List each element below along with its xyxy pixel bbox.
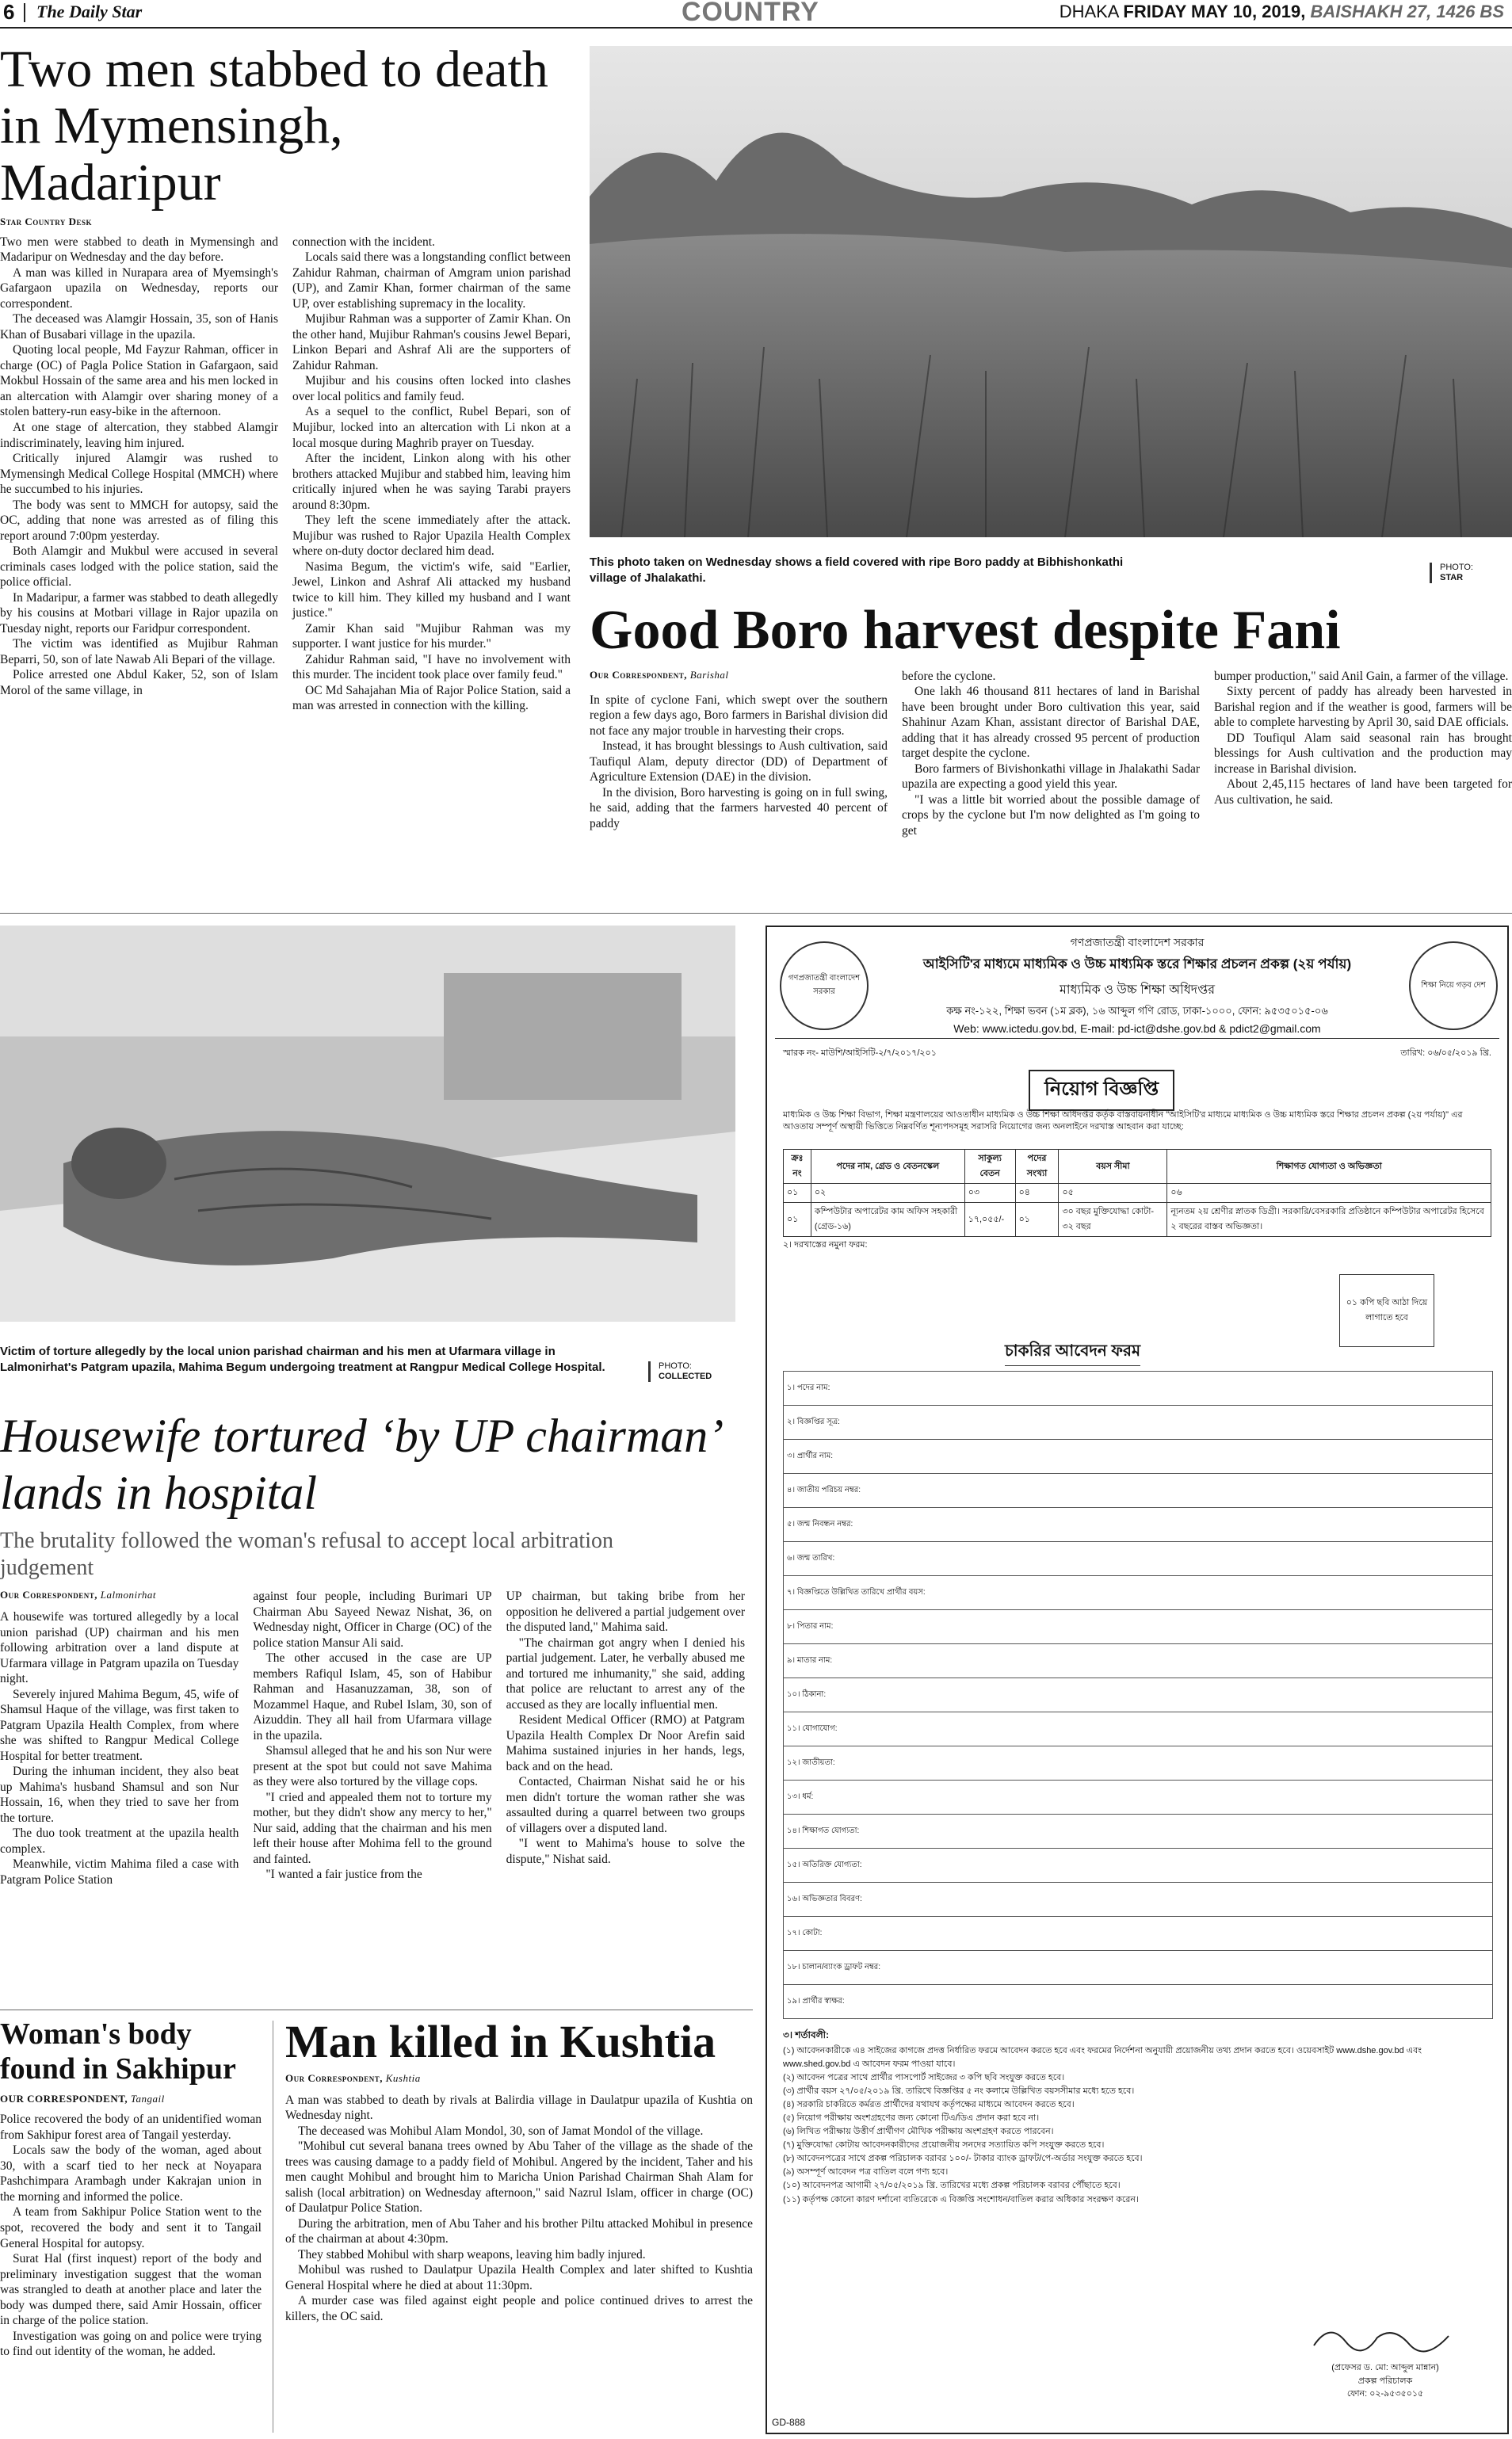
- notice-web: Web: www.ictedu.gov.bd, E-mail: pd-ict@dshe.gov.bd & pdict2@gmail.com: [953, 1022, 1321, 1035]
- story-kushtia-paragraph: The deceased was Mohibul Alam Mondol, 30, son of Jamat Mondol of the village.: [298, 2124, 704, 2138]
- photo-box: ০১ কপি ছবি আঠা দিয়ে লাগাতে হবে: [1339, 1274, 1434, 1347]
- form-row: ১০। ঠিকানা:: [784, 1678, 1492, 1712]
- story-stabbed-paragraph: At one stage of altercation, they stabbed Alamgir indiscriminately, leaving him injured.: [0, 420, 278, 450]
- signer-title: প্রকল্প পরিচালক: [1357, 2376, 1413, 2386]
- story-kushtia-paragraph: A murder case was filed against eight people and police continued drives to arrest the killers, the OC said.: [285, 2294, 753, 2323]
- application-form-title: চাকরির আবেদন ফরম: [1005, 1339, 1140, 1366]
- story-housewife-paragraph: "The chairman got angry when I denied his partial judgement. Later, he verbally abused me and tortured me inhumanity," she said, adding that police are reluctant to arrest any of the accused as they are locally influential men.: [506, 1636, 745, 1712]
- dateline-date: FRIDAY MAY 10, 2019,: [1123, 2, 1306, 21]
- section-divider-top: [0, 913, 1512, 914]
- application-form: [783, 1371, 1493, 2019]
- vacancy-table-row: [784, 1203, 1491, 1237]
- story-kushtia-paragraph: "Mohibul cut several banana trees owned by Abu Taher of the village as the shade of the trees was causing damage to a paddy field of Mohibul. Angered by the incident, Taher and his men caught Mohibul and brought him to Maricha Union Parishad Chairman Shah Alam for salish (local arbitration) on Wednesday afternoon," said Nazrul Islam, officer in charge (OC) of Daulatpur Police Station.: [285, 2139, 753, 2216]
- dateline-city: DHAKA: [1059, 2, 1119, 21]
- story-sakhipur-paragraph: Police recovered the body of an unidentified woman from Sakhipur forest area of Tangail yesterday.: [0, 2113, 262, 2142]
- paddy-photo-caption: This photo taken on Wednesday shows a field covered with ripe Boro paddy at Bibhishonkathi village of Jhalakathi.: [590, 555, 1124, 585]
- story-sakhipur-text: [0, 2112, 262, 2359]
- story-boro-paragraph: In spite of cyclone Fani, which swept over the southern region a few days ago, Boro farmers in Barishal division did not face any major trouble in harvesting their crops.: [590, 693, 888, 738]
- form-row: ১৪। শিক্ষাগত যোগ্যতা:: [784, 1815, 1492, 1849]
- story-housewife-paragraph: The duo took treatment at the upazila health complex.: [0, 1826, 239, 1856]
- story-stabbed-paragraph: Police arrested one Abdul Kaker, 52, son of Islam Morol of the same village, in: [0, 668, 278, 697]
- story-housewife-paragraph: Contacted, Chairman Nishat said he or his men didn't torture the woman rather she was assaulted during a quarrel between two groups of villagers over a disputed land.: [506, 1775, 745, 1835]
- vacancy-table-number-cell: ০৪: [1015, 1184, 1059, 1203]
- paddy-field-photo: [590, 46, 1512, 537]
- story-sakhipur-byline: [0, 2093, 262, 2105]
- masthead-rule: [0, 27, 1512, 29]
- story-housewife: [0, 1407, 745, 1887]
- story-housewife-paragraph: "I wanted a fair justice from the: [265, 1868, 422, 1882]
- condition-item: (৬) লিখিত পরীক্ষায় উত্তীর্ণ প্রার্থীগণ মৌখিক পরীক্ষায় অংশগ্রহণ করতে পারবেন।: [783, 2127, 1054, 2137]
- hospital-image: [0, 926, 735, 1322]
- vacancy-table: [783, 1149, 1491, 1237]
- vacancy-table-header-cell: সাকুল্য বেতন: [964, 1150, 1015, 1184]
- hospital-photo-caption: Victim of torture allegedly by the local union parishad chairman and his men at Ufarmara village in Lalmonirhat's Patgram upazila, Mahima Begum undergoing treatment at Rangpur Medical College Hospital.: [0, 1345, 605, 1374]
- vacancy-table-cell: ৩০ বছর মুক্তিযোদ্ধা কোটা- ৩২ বছর: [1059, 1203, 1167, 1237]
- paddy-field-image: [590, 46, 1512, 537]
- condition-item: (৩) প্রার্থীর বয়স ২৭/০৫/২০১৯ খ্রি. তারিখে বিজ্ঞপ্তির ৫ নং কলামে উল্লিখিত বয়সসীমার মধ্যে হতে হবে।: [783, 2086, 1135, 2097]
- story-kushtia-byline-text: Our Correspondent,: [285, 2071, 384, 2084]
- story-stabbed-paragraph: Both Alamgir and Mukbul were accused in several criminals cases lodged with the police station, said the police official.: [0, 544, 278, 590]
- story-housewife-column-3: [506, 1589, 745, 1887]
- condition-item: (৭) মুক্তিযোদ্ধা কোটায় আবেদনকারীদের প্রয়োজনীয় সনদের সত্যায়িত কপি সংযুক্ত করতে হবে।: [783, 2140, 1105, 2151]
- vacancy-table-cell: ০১: [1015, 1203, 1059, 1237]
- story-housewife-byline-text: Our Correspondent,: [0, 1589, 98, 1601]
- story-stabbed-paragraph: Zahidur Rahman said, "I have no involvement with this murder. The incident took place over family feud.": [292, 652, 571, 682]
- department-seal-right-text: শিক্ষা নিয়ে গড়ব দেশ: [1421, 980, 1486, 990]
- story-boro-column-1: [590, 669, 888, 839]
- story-kushtia-paragraph: A man was stabbed to death by rivals at Balirdia village in Daulatpur upazila of Kushtia on Wednesday night.: [285, 2093, 753, 2123]
- story-boro-paragraph: Sixty percent of paddy has already been harvested in Barishal region and if the weather is good, farmers will be able to complete harvesting by April 30, said DAE officials.: [1214, 685, 1512, 730]
- notice-memo-number: স্মারক নং- মাউশি/আইসিটি-২/৭/২০১৭/২০১: [783, 1048, 937, 1058]
- story-stabbed-paragraph: A man was killed in Nurapara area of Myemsingh's Gafargaon upazila on Wednesday, reports our correspondent.: [0, 265, 278, 311]
- story-boro-paragraph: "I was a little bit worried about the possible damage of crops by the cyclone but I'm now delighted as I'm going to get: [902, 792, 1200, 838]
- story-housewife-paragraph: "I cried and appealed them not to torture my mother, but they didn't show any mercy to her," Nur said, adding that the chairman and his men left their house after Mohima fell to the ground and fainted.: [253, 1790, 492, 1866]
- story-boro-column-3: [1214, 669, 1512, 839]
- story-stabbed-paragraph: OC Md Sahajahan Mia of Rajor Police Station, said a man was arrested in connection with the killing.: [292, 683, 571, 713]
- story-stabbed-paragraph: Quoting local people, Md Fayzur Rahman, officer in charge (OC) of Pagla Police Station in Gafargaon, said Mokbul Hossain of the same area and his men locked in an altercation with Alamgir over sharing money of a stolen battery-run easy-bike in the afternoon.: [0, 343, 278, 419]
- story-boro-column-2: [902, 669, 1200, 839]
- vacancy-table-column-numbers: [784, 1184, 1491, 1203]
- story-housewife-headline: Housewife tortured ‘by UP chairman’ lands in hospital: [0, 1410, 719, 1519]
- vacancy-table-header-cell: ক্রঃ নং: [784, 1150, 811, 1184]
- story-boro-headline: Good Boro harvest despite Fani: [590, 600, 1341, 661]
- story-stabbed-paragraph: Mujibur and his cousins often locked into clashes over local politics and family feud.: [292, 374, 571, 403]
- dateline: [1060, 2, 1504, 22]
- story-kushtia: [285, 2017, 753, 2324]
- notice-gov-line: গণপ্রজাতন্ত্রী বাংলাদেশ সরকার: [1070, 936, 1205, 948]
- gd-code: GD-888: [772, 2417, 806, 2428]
- story-kushtia-paragraph: They stabbed Mohibul with sharp weapons, leaving him badly injured.: [298, 2247, 646, 2262]
- story-housewife-paragraph: During the inhuman incident, they also beat up Mahima's husband Shamsul and son Nur Hossain, 16, when they tried to save her from the torture.: [0, 1765, 239, 1825]
- story-sakhipur-paragraph: Investigation was going on and police were trying to find out identity of the woman, he added.: [0, 2329, 262, 2359]
- condition-item: (১০) আবেদনপত্র আগামী ২৭/০৫/২০১৯ খ্রি. তারিখের মধ্যে প্রকল্প পরিচালক বরাবর পৌঁছাতে হবে।: [783, 2181, 1121, 2191]
- vacancy-table-header-cell: শিক্ষাগত যোগ্যতা ও অভিজ্ঞতা: [1167, 1150, 1491, 1184]
- story-sakhipur-byline-text: OUR CORRESPONDENT,: [0, 2093, 128, 2105]
- form-row: ২। বিজ্ঞপ্তির সূত্র:: [784, 1406, 1492, 1440]
- condition-item: (১১) কর্তৃপক্ষ কোনো কারণ দর্শানো ব্যতিরেকে এ বিজ্ঞপ্তি সংশোধন/বাতিল করার অধিকার সংরক্ষণ করেন।: [783, 2194, 1139, 2204]
- paddy-photo-credit: [1430, 563, 1473, 583]
- masthead-separator: [24, 3, 25, 22]
- form-row: ৬। জন্ম তারিখ:: [784, 1542, 1492, 1576]
- form-note: ২। দরখাস্তের নমুনা ফরম:: [783, 1240, 868, 1250]
- form-row: ১১। যোগাযোগ:: [784, 1712, 1492, 1746]
- notice-header-rule: [775, 1038, 1499, 1039]
- story-boro-paragraph: In the division, Boro harvesting is going on in full swing, he said, adding that the farmers harvested 40 percent of paddy: [590, 785, 888, 830]
- story-boro-paragraph: bumper production," said Anil Gain, a farmer of the village.: [1214, 669, 1509, 683]
- story-housewife-byline: [0, 1589, 239, 1601]
- story-boro-paragraph: DD Toufiqul Alam said seasonal rain has brought blessings for Aush cultivation and the production may increase in Barishal division.: [1214, 731, 1512, 776]
- story-stabbed-paragraph: As a sequel to the conflict, Rubel Bepari, son of Mujibur, locked into an altercation with Li nkon at a local mosque during Maghrib prayer on Tuesday.: [292, 405, 571, 450]
- notice-intro: মাধ্যমিক ও উচ্চ শিক্ষা বিভাগ, শিক্ষা মন্ত্রণালয়ের আওতাধীন মাধ্যমিক ও উচ্চ শিক্ষা অধিদপ্তর কর্তৃক বাস্তবায়নাধীন "আইসিটি'র মাধ্যমে মাধ্যমিক ও উচ্চ মাধ্যমিক স্তরে শিক্ষার প্রচলন প্রকল্প (২য় পর্যায়)" এর আওতায় সম্পূর্ণ অস্থায়ী ভিত্তিতে নিম্নবর্ণিত শূন্যপদসমূহ সরাসরি নিয়োগের জন্য অনলাইনে দরখাস্ত আহবান করা যাচ্ছে:: [783, 1110, 1463, 1132]
- notice-project: আইসিটি'র মাধ্যমে মাধ্যমিক ও উচ্চ মাধ্যমিক স্তরে শিক্ষার প্রচলন প্রকল্প (২য় পর্যায়): [922, 956, 1352, 971]
- story-sakhipur-headline: Woman's body found in Sakhipur: [0, 2017, 236, 2086]
- signer-phone: ফোন: ০২-৯৫৩৫০১৫: [1346, 2389, 1424, 2399]
- hospital-photo: [0, 926, 735, 1322]
- story-boro-byline-text: Our Correspondent,: [590, 668, 688, 681]
- story-sakhipur-paragraph: A team from Sakhipur Police Station went to the spot, recovered the body and sent it to Tangail General Hospital for autopsy.: [0, 2205, 262, 2250]
- signature: [1306, 2322, 1464, 2353]
- vacancy-table-cell: ন্যূনতম ২য় শ্রেণীর স্নাতক ডিগ্রী। সরকারি/বেসরকারি প্রতিষ্ঠানে কম্পিউটার অপারেটর হিসেবে ২ বছরের বাস্তব অভিজ্ঞতা।: [1167, 1203, 1491, 1237]
- story-kushtia-headline: Man killed in Kushtia: [285, 2016, 716, 2067]
- condition-item: (৪) সরকারি চাকরিতে কর্মরত প্রার্থীদের যথাযথ কর্তৃপক্ষের মাধ্যমে আবেদন করতে হবে।: [783, 2100, 1075, 2110]
- story-sakhipur-paragraph: Locals saw the body of the woman, aged about 30, with a scarf tied to her neck at Noyapara Pashchimpara Arambagh under Kakrajan union in the morning and informed the police.: [0, 2143, 262, 2204]
- story-boro-byline-place: Barishal: [689, 668, 729, 681]
- government-seal-left-text: গণপ্রজাতন্ত্রী বাংলাদেশ সরকার: [788, 974, 861, 996]
- section-name: COUNTRY: [682, 0, 819, 27]
- story-stabbed-paragraph: The body was sent to MMCH for autopsy, said the OC, adding that none was arrested as of filing this report around 7:00pm yesterday.: [0, 498, 278, 543]
- story-stabbed-paragraph: Nasima Begum, the victim's wife, said "Earlier, Jewel, Linkon and Ashraf Ali attacked my husband twice to kill him. They killed my husband and I want justice.": [292, 559, 571, 620]
- vacancy-table-header: [784, 1150, 1491, 1184]
- vacancy-table-number-cell: ০৩: [964, 1184, 1015, 1203]
- page-number: 6: [3, 0, 15, 24]
- story-stabbed-paragraph: Zamir Khan said "Mujibur Rahman was my supporter. I want justice for his murder.": [292, 621, 571, 651]
- story-sakhipur-paragraph: Surat Hal (first inquest) report of the body and preliminary investigation suggest that the woman was strangled to death at another place and later the body was dumped there, said Amir Hossain, officer in charge of the police station.: [0, 2252, 262, 2328]
- conditions-title: ৩। শর্তাবলী:: [783, 2029, 830, 2040]
- recruitment-notice: [766, 926, 1509, 2434]
- story-stabbed-column-1: [0, 235, 278, 714]
- conditions-list: [783, 2044, 1491, 2207]
- signer-block: [1274, 2361, 1496, 2401]
- form-row: ৭। বিজ্ঞপ্তিতে উল্লিখিত তারিখে প্রার্থীর বয়স:: [784, 1576, 1492, 1610]
- vacancy-table-number-cell: ০৬: [1167, 1184, 1491, 1203]
- form-row: ১৬। অভিজ্ঞতার বিবরণ:: [784, 1883, 1492, 1917]
- vacancy-table-header-cell: পদের সংখ্যা: [1015, 1150, 1059, 1184]
- story-stabbed-byline: Star Country Desk: [0, 215, 93, 227]
- form-row: ৯। মাতার নাম:: [784, 1644, 1492, 1678]
- vacancy-table-cell: কম্পিউটার অপারেটর কাম অফিস সহকারী (গ্রেড-১৬): [811, 1203, 964, 1237]
- vacancy-table-cell: ১৭,০৫৫/-: [964, 1203, 1015, 1237]
- story-stabbed-column-2: [292, 235, 571, 714]
- paddy-photo-credit-source: STAR: [1440, 573, 1464, 583]
- story-boro-paragraph: before the cyclone.: [902, 669, 996, 683]
- condition-item: (১) আবেদনকারীকে এ৪ সাইজের কাগজে প্রদত্ত নির্ধারিত ফরমে আবেদন করতে হবে এবং ফরমের নির্দেশনা অনুযায়ী প্রয়োজনীয় তথ্য প্রদান করতে হবে। ওয়েবসাইট www.dshe.gov.bd এবং www.shed.gov.bd এ আবেদন ফরম পাওয়া যাবে।: [783, 2046, 1422, 2070]
- story-boro: [590, 601, 1512, 838]
- condition-item: (৯) অসম্পূর্ণ আবেদন পত্র বাতিল বলে গণ্য হবে।: [783, 2167, 949, 2178]
- notice-title: নিয়োগ বিজ্ঞপ্তি: [1029, 1070, 1174, 1111]
- story-housewife-paragraph: UP chairman, but taking bribe from her opposition he delivered a partial judgement over the disputed land," Mahima said.: [506, 1590, 745, 1635]
- form-row: ১৫। অতিরিক্ত যোগ্যতা:: [784, 1849, 1492, 1883]
- story-housewife-paragraph: Shamsul alleged that he and his son Nur were present at the spot but could not save Mahima as they were also tortured by the village cops.: [253, 1744, 492, 1789]
- story-housewife-paragraph: "I went to Mahima's house to solve the dispute," Nishat said.: [506, 1837, 745, 1866]
- department-seal-right: [1409, 941, 1498, 1030]
- story-housewife-subhead: The brutality followed the woman's refusal to accept local arbitration judgement: [0, 1529, 613, 1580]
- story-housewife-column-1-text: [0, 1609, 239, 1887]
- form-row: ১৭। কোটা:: [784, 1917, 1492, 1951]
- story-housewife-paragraph: The other accused in the case are UP members Rafiqul Islam, 45, son of Habibur Rahman and Hasanuzzaman, 38, son of Mozammel Haque, and Rubel Islam, 30, son of Aizuddin. They all hail from Ufarmara village in the upazila.: [253, 1651, 492, 1742]
- story-kushtia-byline: [285, 2072, 753, 2085]
- story-sakhipur-byline-place: Tangail: [130, 2093, 165, 2105]
- story-housewife-column-2: [253, 1589, 491, 1887]
- story-boro-paragraph: About 2,45,115 hectares of land have been targeted for Aus cultivation, he said.: [1214, 777, 1512, 807]
- form-row: ৫। জন্ম নিবন্ধন নম্বর:: [784, 1508, 1492, 1542]
- condition-item: (২) আবেদন পত্রের সাথে প্রার্থীর পাসপোর্ট সাইজের ৩ কপি ছবি সংযুক্ত করতে হবে।: [783, 2073, 1065, 2083]
- condition-item: (৮) আবেদনপত্রের সাথে প্রকল্প পরিচালক বরাবর ১০০/- টাকার ব্যাংক ড্রাফট/পে-অর্ডার সংযুক্ত করতে হবে।: [783, 2154, 1143, 2164]
- story-housewife-paragraph: Meanwhile, victim Mahima filed a case with Patgram Police Station: [0, 1857, 239, 1887]
- form-row: ১৩। ধর্ম:: [784, 1781, 1492, 1815]
- story-boro-paragraph: Instead, it has brought blessings to Aush cultivation, said Taufiqul Alam, deputy director (DD) of Department of Agriculture Extension (DAE) in the division.: [590, 739, 888, 784]
- story-boro-column-1-text: [590, 693, 888, 832]
- story-stabbed-paragraph: Mujibur Rahman was a supporter of Zamir Khan. On the other hand, Mujibur Rahman's cousins Jewel Bepari, Linkon Bepari and Ashraf Ali are the supporters of Zahidur Rahman.: [292, 312, 571, 372]
- story-boro-paragraph: Boro farmers of Bivishonkathi village in Jhalakathi Sadar upazila are expecting a good yield this year.: [902, 761, 1200, 792]
- form-row: ৪। জাতীয় পরিচয় নম্বর:: [784, 1474, 1492, 1508]
- condition-item: (৫) নিয়োগ পরীক্ষায় অংশগ্রহণের জন্য কোনো টিএ/ডিএ প্রদান করা হবে না।: [783, 2113, 1040, 2124]
- story-stabbed-paragraph: connection with the incident.: [292, 235, 435, 249]
- story-stabbed-paragraph: They left the scene immediately after the attack. Mujibur was rushed to Rajor Upazila Health Complex where on-duty doctor declared him dead.: [292, 513, 571, 559]
- story-stabbed-paragraph: The victim was identified as Mujibur Rahman Beparri, 50, son of late Nawab Ali Bepari of the village.: [0, 637, 278, 666]
- form-row: ১৮। চালান/ব্যাংক ড্রাফট নম্বর:: [784, 1951, 1492, 1985]
- story-stabbed: [0, 41, 571, 714]
- vacancy-table-header-cell: বয়স সীমা: [1059, 1150, 1167, 1184]
- notice-header: [878, 933, 1396, 1035]
- story-kushtia-paragraph: During the arbitration, men of Abu Taher and his brother Piltu attacked Mohibul in presence of the chairman at about 4:30pm.: [285, 2216, 753, 2246]
- story-housewife-column-1: [0, 1589, 239, 1887]
- hospital-photo-credit: [648, 1361, 712, 1382]
- story-sakhipur: [0, 2017, 262, 2360]
- story-stabbed-paragraph: Locals said there was a longstanding conflict between Zahidur Rahman, chairman of Amgram union parishad (UP), and Zamir Khan, former chairman of the same UP, over establishing supremacy in the locality.: [292, 250, 571, 311]
- story-boro-byline: [590, 669, 888, 681]
- signature-scribble: [1306, 2322, 1464, 2353]
- form-row: ৮। পিতার নাম:: [784, 1610, 1492, 1644]
- form-row: ৩। প্রার্থীর নাম:: [784, 1440, 1492, 1474]
- dateline-bangla-date: BAISHAKH 27, 1426 BS: [1310, 2, 1504, 21]
- story-kushtia-text: [285, 2093, 753, 2325]
- story-kushtia-paragraph: Mohibul was rushed to Daulatpur Upazila Health Complex and later shifted to Kushtia General Hospital where he died at about 11:30pm.: [285, 2263, 753, 2292]
- form-row: ১২। জাতীয়তা:: [784, 1746, 1492, 1781]
- form-row: ১৯। প্রার্থীর স্বাক্ষর:: [784, 1985, 1492, 2019]
- story-housewife-paragraph: Severely injured Mahima Begum, 45, wife of Shamsul Haque of the village, was first taken to Patgram Upazila Health Complex, from where she was shifted to Rangpur Medical College Hospital for better treatment.: [0, 1687, 239, 1763]
- government-seal-left: [780, 941, 869, 1030]
- vacancy-table-number-cell: ০১: [784, 1184, 811, 1203]
- story-stabbed-paragraph: The deceased was Alamgir Hossain, 35, son of Hanis Khan of Busabari village in the upazila.: [0, 312, 278, 342]
- story-stabbed-paragraph: Critically injured Alamgir was rushed to Mymensingh Medical College Hospital (MMCH) where he succumbed to his injuries.: [0, 452, 278, 497]
- story-stabbed-paragraph: After the incident, Linkon along with his other brothers attacked Mujibur and stabbed him, leaving him critically injured when he was saying Tarabi prayers around 8:30pm.: [292, 452, 571, 512]
- notice-department: মাধ্যমিক ও উচ্চ শিক্ষা অধিদপ্তর: [1059, 983, 1216, 997]
- signer-name: (প্রফেসর ড. মো: আব্দুল মান্নান): [1331, 2363, 1439, 2372]
- vacancy-table-number-cell: ০৫: [1059, 1184, 1167, 1203]
- notice-address: কক্ষ নং-১২২, শিক্ষা ভবন (১ম ব্লক), ১৬ আব্দুল গণি রোড, ঢাকা-১০০০, ফোন: ৯৫৩৫০১৫-০৬: [946, 1005, 1328, 1017]
- vacancy-table-cell: ০১: [784, 1203, 811, 1237]
- story-kushtia-byline-place: Kushtia: [385, 2071, 421, 2084]
- story-housewife-byline-place: Lalmonirhat: [100, 1589, 157, 1601]
- story-stabbed-headline: Two men stabbed to death in Mymensingh, Madaripur: [0, 40, 548, 212]
- hospital-photo-credit-label: PHOTO:: [659, 1361, 692, 1371]
- vacancy-table-header-cell: পদের নাম, গ্রেড ও বেতনস্কেল: [811, 1150, 964, 1184]
- story-housewife-paragraph: against four people, including Burimari UP Chairman Abu Sayeed Newaz Nishat, 36, on Wednesday night, Officer in Charge (OC) of the police station Mansur Ali said.: [253, 1590, 492, 1650]
- notice-memo-date: তারিখ: ০৬/০৫/২০১৯ খ্রি.: [1400, 1048, 1491, 1058]
- vacancy-table-number-cell: ০২: [811, 1184, 964, 1203]
- story-boro-paragraph: One lakh 46 thousand 811 hectares of land in Barishal have been brought under Boro cultivation this year, said Shahinur Azam Khan, assistant director of Barishal DAE, adding that it has already crossed 95 percent of production target despite the cyclone.: [902, 685, 1200, 761]
- paper-name: The Daily Star: [36, 2, 143, 21]
- story-housewife-paragraph: A housewife was tortured allegedly by a local union parishad (UP) chairman and his men following arbitration over a land dispute at Ufarmara village in Patgram upazila on Tuesday night.: [0, 1610, 239, 1686]
- form-row: ১। পদের নাম:: [784, 1372, 1492, 1406]
- story-stabbed-paragraph: Two men were stabbed to death in Mymensingh and Madaripur on Wednesday and the day before.: [0, 235, 278, 265]
- story-housewife-paragraph: Resident Medical Officer (RMO) at Patgram Upazila Health Complex Dr Noor Arefin said Mahima sustained injuries in her hands, legs, back and on the head.: [506, 1713, 745, 1773]
- story-stabbed-paragraph: In Madaripur, a farmer was stabbed to death allegedly by his cousins at Motbari village in Rajor upazila on Tuesday night, reports our Faridpur correspondent.: [0, 590, 278, 636]
- paddy-photo-credit-label: PHOTO:: [1440, 563, 1473, 572]
- hospital-photo-credit-source: COLLECTED: [659, 1372, 712, 1382]
